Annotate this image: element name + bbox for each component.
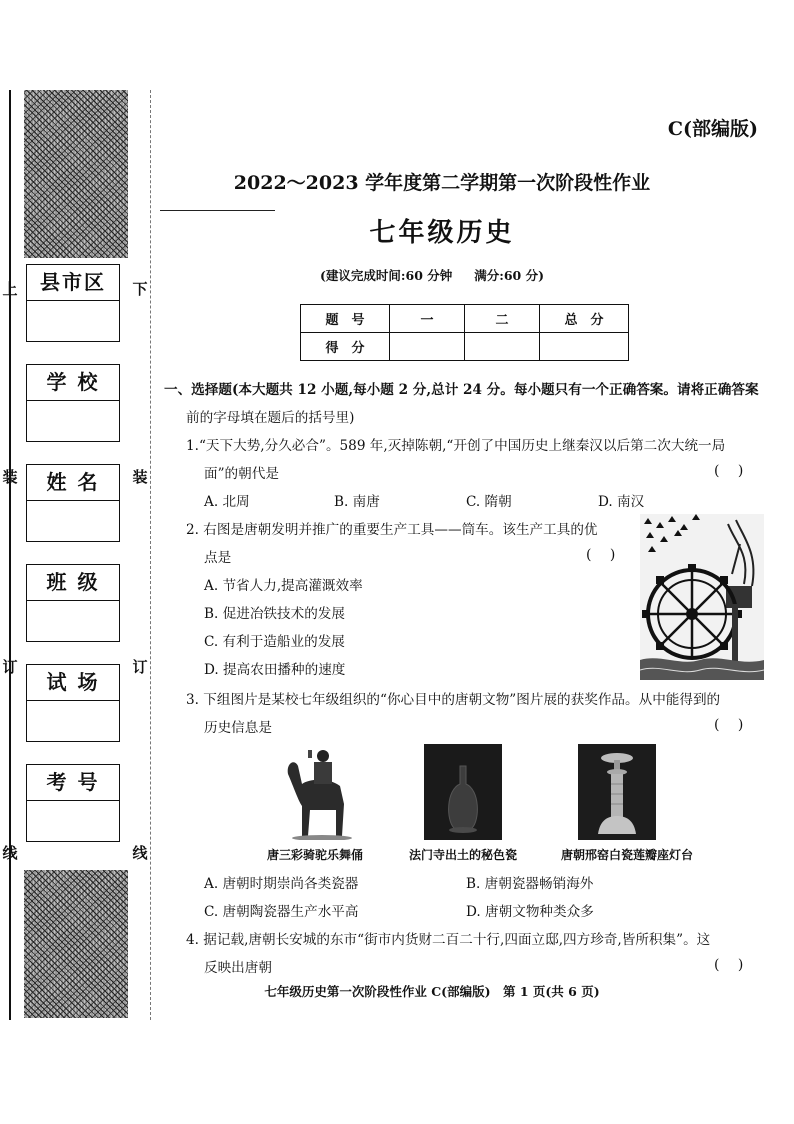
q1-option-b[interactable]: B. 南唐	[334, 494, 380, 510]
q3-option-a[interactable]: A. 唐朝时期崇尚各类瓷器	[204, 876, 359, 892]
score-header-cell: 二	[465, 305, 540, 333]
score-table	[300, 304, 629, 361]
edition-label: C(部编版)	[667, 118, 758, 140]
q1-text: 1.“天下大势,分久必合”。589 年,灭掉陈朝,“开创了中国历史上继秦汉以后第二次大统一局	[186, 438, 726, 454]
binding-char: 上	[2, 280, 18, 298]
q4-text: 4. 据记载,唐朝长安城的东市“街市内货财二百二十行,四面立邸,四方珍奇,皆所积集”。这	[186, 932, 711, 948]
q1-option-c[interactable]: C. 隋朝	[466, 494, 512, 510]
score-input-cell[interactable]	[465, 333, 540, 361]
q2-option-a[interactable]: A. 节省人力,提高灌溉效率	[204, 578, 363, 594]
class-box[interactable]	[26, 564, 120, 642]
photo-caption-camel: 唐三彩骑驼乐舞俑	[266, 848, 363, 862]
lamp-stand-photo	[578, 744, 656, 840]
class-label: 班 级	[27, 565, 119, 601]
binding-char: 装	[2, 468, 18, 486]
q3-answer-bracket[interactable]: ( )	[714, 717, 744, 733]
name-label: 姓 名	[27, 465, 119, 501]
name-box[interactable]	[26, 464, 120, 542]
q2-option-b[interactable]: B. 促进冶铁技术的发展	[204, 606, 345, 622]
score-header-cell: 题 号	[301, 305, 390, 333]
q1-text-cont: 面”的朝代是	[204, 466, 279, 482]
camel-figure-photo	[280, 744, 360, 840]
exam-room-label: 试 场	[27, 665, 119, 701]
score-input-cell[interactable]	[540, 333, 629, 361]
score-table-row	[301, 333, 629, 361]
binding-char: 订	[2, 658, 18, 676]
q3-option-c[interactable]: C. 唐朝陶瓷器生产水平高	[204, 904, 359, 920]
page-footer: 七年级历史第一次阶段性作业 C(部编版) 第 1 页(共 6 页)	[264, 984, 600, 999]
school-box[interactable]	[26, 364, 120, 442]
q3-text-cont: 历史信息是	[204, 720, 272, 736]
q1-option-d[interactable]: D. 南汉	[598, 494, 645, 510]
q3-option-b[interactable]: B. 唐朝瓷器畅销海外	[466, 876, 594, 892]
q4-answer-bracket[interactable]: ( )	[714, 957, 744, 973]
score-table-row	[301, 305, 629, 333]
section1-instructions: 一、选择题(本大题共 12 小题,每小题 2 分,总计 24 分。每小题只有一个正确答案。请将正确答案	[164, 382, 759, 398]
binding-char: 线	[132, 844, 148, 862]
q3-text: 3. 下组图片是某校七年级组织的“你心目中的唐朝文物”图片展的获奖作品。从中能得到的	[186, 692, 721, 708]
q2-option-d[interactable]: D. 提高农田播种的速度	[204, 662, 346, 678]
score-input-cell[interactable]	[390, 333, 465, 361]
q4-text-cont: 反映出唐朝	[204, 960, 272, 976]
photo-caption-lamp: 唐朝邢窑白瓷莲瓣座灯台	[560, 848, 693, 862]
q3-option-d[interactable]: D. 唐朝文物种类众多	[466, 904, 594, 920]
binding-char: 线	[2, 844, 18, 862]
exam-number-box[interactable]	[26, 764, 120, 842]
subject-title: 七年级历史	[369, 218, 515, 248]
q2-text-cont: 点是	[204, 550, 232, 566]
water-wheel-illustration	[640, 514, 764, 680]
exam-meta	[0, 266, 794, 284]
score-header-cell: 一	[390, 305, 465, 333]
time-note: (建议完成时间:60 分钟	[319, 268, 453, 283]
full-marks: 满分:60 分)	[474, 268, 545, 283]
photo-caption-porcelain: 法门寺出土的秘色瓷	[408, 848, 517, 862]
score-label-cell: 得 分	[301, 333, 390, 361]
section1-instructions-cont: 前的字母填在题后的括号里)	[186, 410, 355, 426]
q1-option-a[interactable]: A. 北周	[204, 494, 250, 510]
binding-char: 订	[132, 658, 148, 676]
porcelain-photo	[424, 744, 502, 840]
term-title: 2022～2023 学年度第二学期第一次阶段性作业	[233, 172, 651, 194]
score-header-cell: 总 分	[540, 305, 629, 333]
q2-answer-bracket[interactable]: ( )	[586, 547, 616, 563]
binding-char: 下	[132, 280, 148, 298]
binding-char: 装	[132, 468, 148, 486]
exam-number-label: 考 号	[27, 765, 119, 801]
scratch-mark	[160, 210, 275, 211]
exam-room-box[interactable]	[26, 664, 120, 742]
county-label: 县市区	[27, 265, 119, 301]
q2-option-c[interactable]: C. 有利于造船业的发展	[204, 634, 345, 650]
q1-answer-bracket[interactable]: ( )	[714, 463, 744, 479]
q2-text: 2. 右图是唐朝发明并推广的重要生产工具——筒车。该生产工具的优	[186, 522, 598, 538]
school-label: 学 校	[27, 365, 119, 401]
